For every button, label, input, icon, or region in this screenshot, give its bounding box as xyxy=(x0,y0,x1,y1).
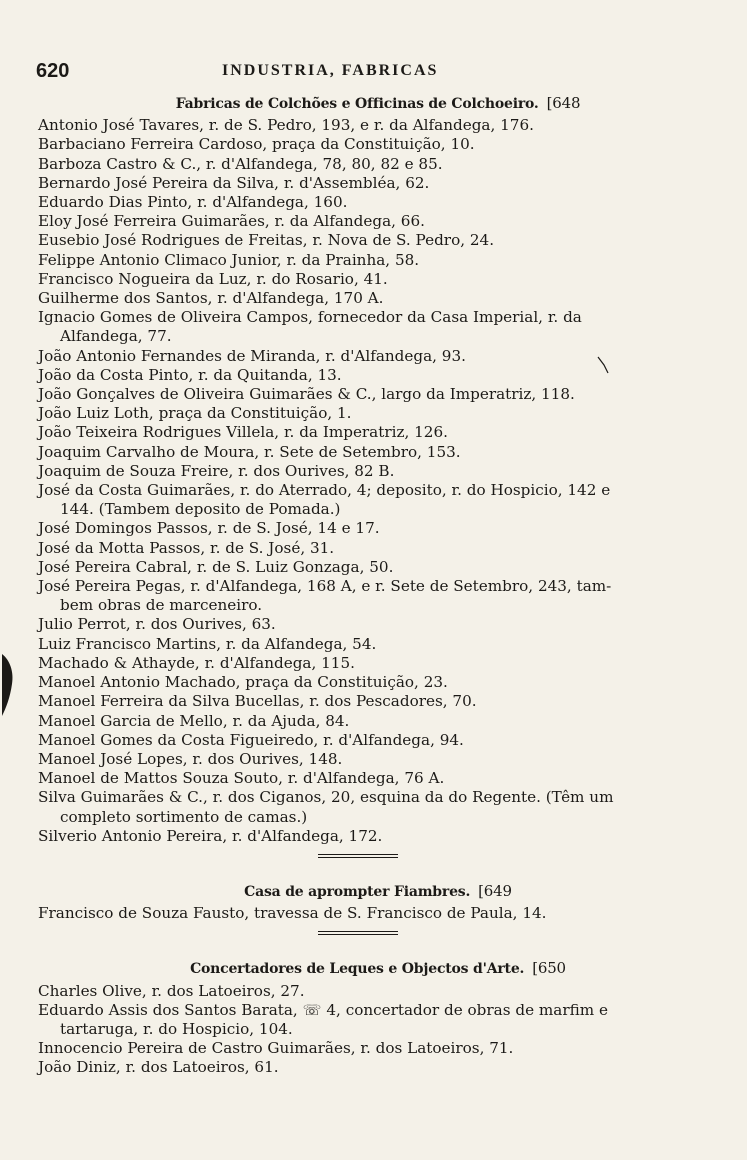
entry-line: José Pereira Pegas, r. d'Alfandega, 168 A, e r. Sete de Setembro, 243, tam- xyxy=(38,577,612,596)
directory-entry xyxy=(38,519,678,538)
entry-line: José da Motta Passos, r. de S. José, 31. xyxy=(38,538,335,557)
entry-line: Machado & Athayde, r. d'Alfandega, 115. xyxy=(38,653,355,672)
entry-line: Francisco de Souza Fausto, travessa de S. Francisco de Paula, 14. xyxy=(38,904,547,923)
section-title-text: Concertadores de Leques e Objectos d'Arte. xyxy=(190,961,525,978)
section-divider xyxy=(318,854,398,858)
entry-line: Eduardo Dias Pinto, r. d'Alfandega, 160. xyxy=(38,193,348,212)
directory-entry xyxy=(38,904,678,923)
directory-entry xyxy=(38,308,678,346)
directory-entry xyxy=(38,135,678,154)
entry-continuation: bem obras de marceneiro. xyxy=(60,596,263,615)
directory-entry xyxy=(38,116,678,135)
entry-line: Francisco Nogueira da Luz, r. do Rosario, 41. xyxy=(38,269,388,288)
entry-line: Ignacio Gomes de Oliveira Campos, fornecedor da Casa Imperial, r. da xyxy=(38,308,582,327)
directory-entry xyxy=(38,982,678,1001)
entry-line: João Gonçalves de Oliveira Guimarães & C., largo da Imperatriz, 118. xyxy=(38,385,575,404)
directory-entry xyxy=(38,654,678,673)
entry-line: Eloy José Ferreira Guimarães, r. da Alfandega, 66. xyxy=(38,212,425,231)
entry-continuation: tartaruga, r. do Hospicio, 104. xyxy=(60,1019,293,1038)
section-code: [649 xyxy=(478,881,512,900)
running-head: INDUSTRIA, FABRICAS xyxy=(222,62,439,79)
entry-line: Manoel Gomes da Costa Figueiredo, r. d'Alfandega, 94. xyxy=(38,730,464,749)
entry-line: Joaquim Carvalho de Moura, r. Sete de Setembro, 153. xyxy=(38,442,461,461)
directory-entry xyxy=(38,366,678,385)
directory-entry xyxy=(38,347,678,366)
directory-entry xyxy=(38,251,678,270)
directory-entry xyxy=(38,1058,678,1077)
entry-line: João Luiz Loth, praça da Constituição, 1. xyxy=(38,404,352,423)
directory-entry xyxy=(38,577,678,615)
entry-line: Silva Guimarães & C., r. dos Ciganos, 20, esquina da do Regente. (Têm um xyxy=(38,788,614,807)
page-number: 620 xyxy=(36,60,70,82)
entry-line: José da Costa Guimarães, r. do Aterrado, 4; deposito, r. do Hospicio, 142 e xyxy=(38,481,611,500)
entry-line: Manoel Antonio Machado, praça da Constituição, 23. xyxy=(38,673,448,692)
directory-entry xyxy=(38,731,678,750)
entry-line: Felippe Antonio Climaco Junior, r. da Prainha, 58. xyxy=(38,250,420,269)
directory-entry xyxy=(38,635,678,654)
directory-entry xyxy=(38,443,678,462)
directory-entry xyxy=(38,174,678,193)
directory-entry xyxy=(38,615,678,634)
directory-entry xyxy=(38,423,678,442)
directory-entry xyxy=(38,539,678,558)
entry-line: Manoel José Lopes, r. dos Ourives, 148. xyxy=(38,749,343,768)
directory-entry xyxy=(38,827,678,846)
directory-entry xyxy=(38,270,678,289)
entry-line: Bernardo José Pereira da Silva, r. d'Assembléa, 62. xyxy=(38,173,430,192)
section-code: [650 xyxy=(532,959,566,978)
entry-line: José Domingos Passos, r. de S. José, 14 e 17. xyxy=(38,519,380,538)
binding-mark-icon xyxy=(0,650,16,720)
section-title xyxy=(38,957,678,981)
entry-line: João Diniz, r. dos Latoeiros, 61. xyxy=(38,1058,279,1077)
entry-line: João da Costa Pinto, r. da Quitanda, 13. xyxy=(38,365,342,384)
entry-line: Barbaciano Ferreira Cardoso, praça da Constituição, 10. xyxy=(38,135,475,154)
entry-line: João Antonio Fernandes de Miranda, r. d'Alfandega, 93. xyxy=(38,346,466,365)
page-header xyxy=(32,58,672,86)
section-title-text: Casa de aprompter Fiambres. xyxy=(244,883,471,900)
entry-line: Antonio José Tavares, r. de S. Pedro, 193, e r. da Alfandega, 176. xyxy=(38,116,534,135)
directory-entry xyxy=(38,462,678,481)
directory-entry xyxy=(38,750,678,769)
entry-line: João Teixeira Rodrigues Villela, r. da Imperatriz, 126. xyxy=(38,423,448,442)
directory-entry xyxy=(38,769,678,788)
directory-entry xyxy=(38,289,678,308)
entry-continuation: Alfandega, 77. xyxy=(60,327,172,346)
entry-line: Guilherme dos Santos, r. d'Alfandega, 170 A. xyxy=(38,289,384,308)
directory-entry xyxy=(38,231,678,250)
directory-entry xyxy=(38,193,678,212)
entry-line: Manoel Ferreira da Silva Bucellas, r. dos Pescadores, 70. xyxy=(38,692,477,711)
directory-content xyxy=(38,92,678,1078)
section-code: [648 xyxy=(546,94,581,112)
entry-line: Luiz Francisco Martins, r. da Alfandega, 54. xyxy=(38,634,377,653)
section-title xyxy=(38,880,678,904)
directory-entry xyxy=(38,155,678,174)
entry-line: Joaquim de Souza Freire, r. dos Ourives, 82 B. xyxy=(38,461,395,480)
directory-entry xyxy=(38,385,678,404)
directory-entry xyxy=(38,212,678,231)
section-title-text: Fabricas de Colchões e Officinas de Colchoeiro. xyxy=(175,96,539,112)
entry-line: Manoel de Mattos Souza Souto, r. d'Alfandega, 76 A. xyxy=(38,769,445,788)
entry-line: Barboza Castro & C., r. d'Alfandega, 78, 80, 82 e 85. xyxy=(38,154,443,173)
entry-line: Charles Olive, r. dos Latoeiros, 27. xyxy=(38,981,305,1000)
directory-entry xyxy=(38,558,678,577)
section-gap xyxy=(38,945,678,957)
entry-line: Silverio Antonio Pereira, r. d'Alfandega, 172. xyxy=(38,826,383,845)
directory-entry xyxy=(38,1039,678,1058)
section-divider xyxy=(318,931,398,935)
entry-line: Innocencio Pereira de Castro Guimarães, r. dos Latoeiros, 71. xyxy=(38,1039,514,1058)
entry-line: Manoel Garcia de Mello, r. da Ajuda, 84. xyxy=(38,711,350,730)
directory-entry xyxy=(38,673,678,692)
directory-entry xyxy=(38,404,678,423)
entry-continuation: completo sortimento de camas.) xyxy=(60,807,308,826)
directory-entry xyxy=(38,1001,678,1039)
directory-entry xyxy=(38,692,678,711)
section-gap xyxy=(38,868,678,880)
directory-entry xyxy=(38,788,678,826)
directory-entry xyxy=(38,712,678,731)
section-title xyxy=(38,92,678,116)
entry-continuation: 144. (Tambem deposito de Pomada.) xyxy=(60,500,341,519)
entry-line: Eusebio José Rodrigues de Freitas, r. Nova de S. Pedro, 24. xyxy=(38,231,495,250)
entry-line: Eduardo Assis dos Santos Barata, ☏ 4, concertador de obras de marfim e xyxy=(38,1000,608,1019)
entry-line: José Pereira Cabral, r. de S. Luiz Gonzaga, 50. xyxy=(38,557,394,576)
entry-line: Julio Perrot, r. dos Ourives, 63. xyxy=(38,615,276,634)
directory-entry xyxy=(38,481,678,519)
